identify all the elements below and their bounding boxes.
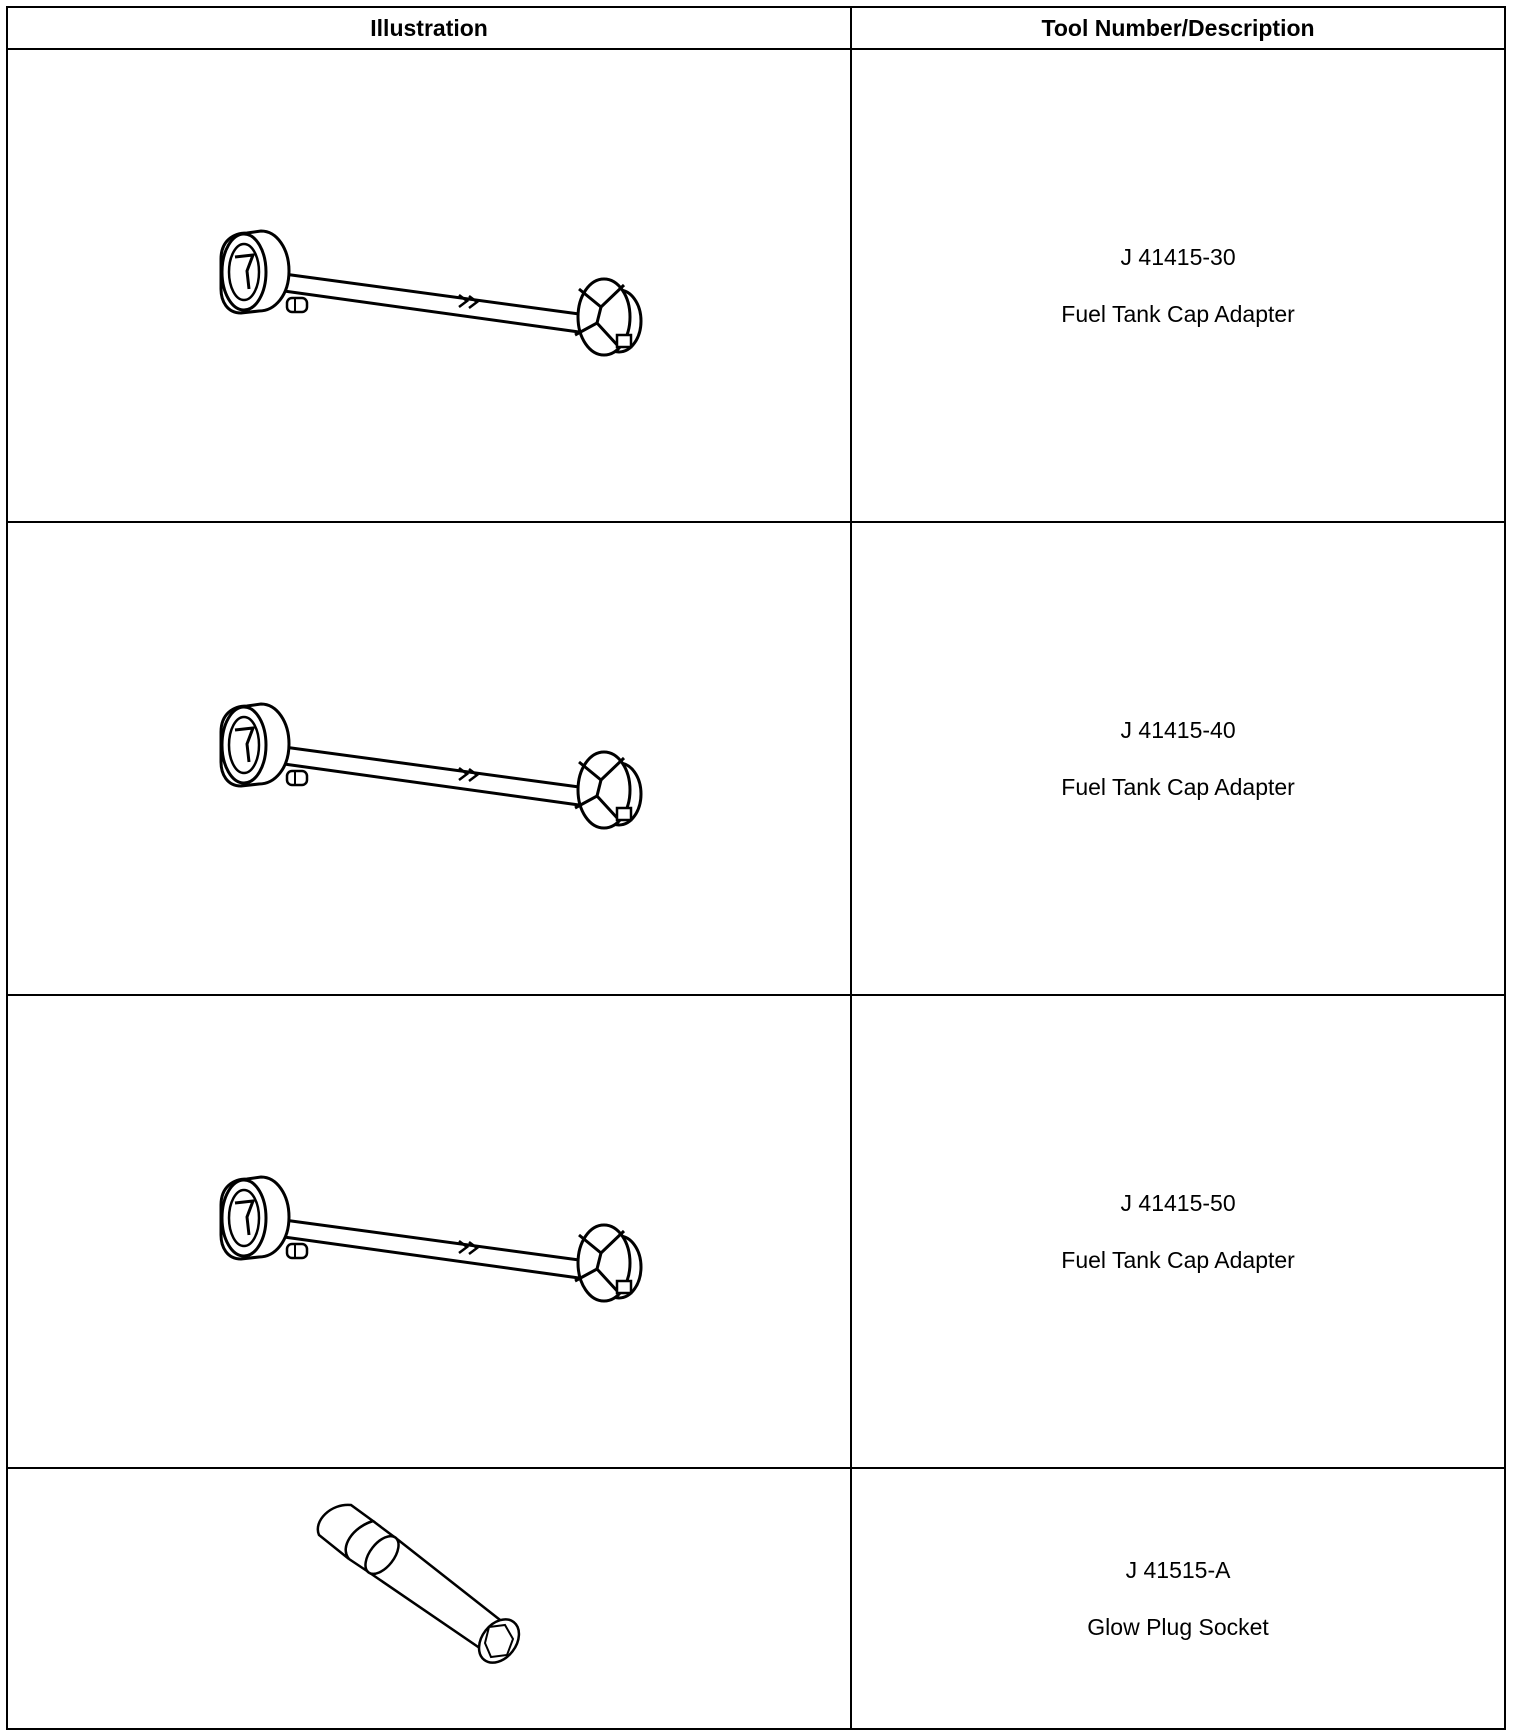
fuel-tank-cap-adapter-icon — [199, 684, 659, 834]
illustration-cell — [7, 995, 851, 1468]
special-tools-table — [6, 6, 1506, 1730]
tool-number: J 41415-30 — [1120, 243, 1236, 270]
illustration-cell — [7, 522, 851, 995]
tool-number: J 41415-40 — [1120, 716, 1236, 743]
tool-number: J 41515-A — [1125, 1556, 1231, 1583]
tool-description-cell — [851, 522, 1505, 995]
table-row — [7, 1468, 1505, 1729]
tool-description-cell — [851, 1468, 1505, 1729]
header-tool-number-description: Tool Number/Description — [851, 7, 1505, 49]
tool-description: Glow Plug Socket — [1087, 1613, 1269, 1640]
glow-plug-socket-icon — [309, 1499, 549, 1699]
table-row — [7, 49, 1505, 522]
fuel-tank-cap-adapter-icon — [199, 1157, 659, 1307]
header-illustration: Illustration — [7, 7, 851, 49]
table-header-row — [7, 7, 1505, 49]
tool-description: Fuel Tank Cap Adapter — [1061, 300, 1295, 327]
fuel-tank-cap-adapter-icon — [199, 211, 659, 361]
table-row — [7, 522, 1505, 995]
tool-description: Fuel Tank Cap Adapter — [1061, 1246, 1295, 1273]
illustration-cell — [7, 49, 851, 522]
tool-number: J 41415-50 — [1120, 1189, 1236, 1216]
tool-description-cell — [851, 995, 1505, 1468]
tool-description: Fuel Tank Cap Adapter — [1061, 773, 1295, 800]
tool-description-cell — [851, 49, 1505, 522]
illustration-cell — [7, 1468, 851, 1729]
table-row — [7, 995, 1505, 1468]
